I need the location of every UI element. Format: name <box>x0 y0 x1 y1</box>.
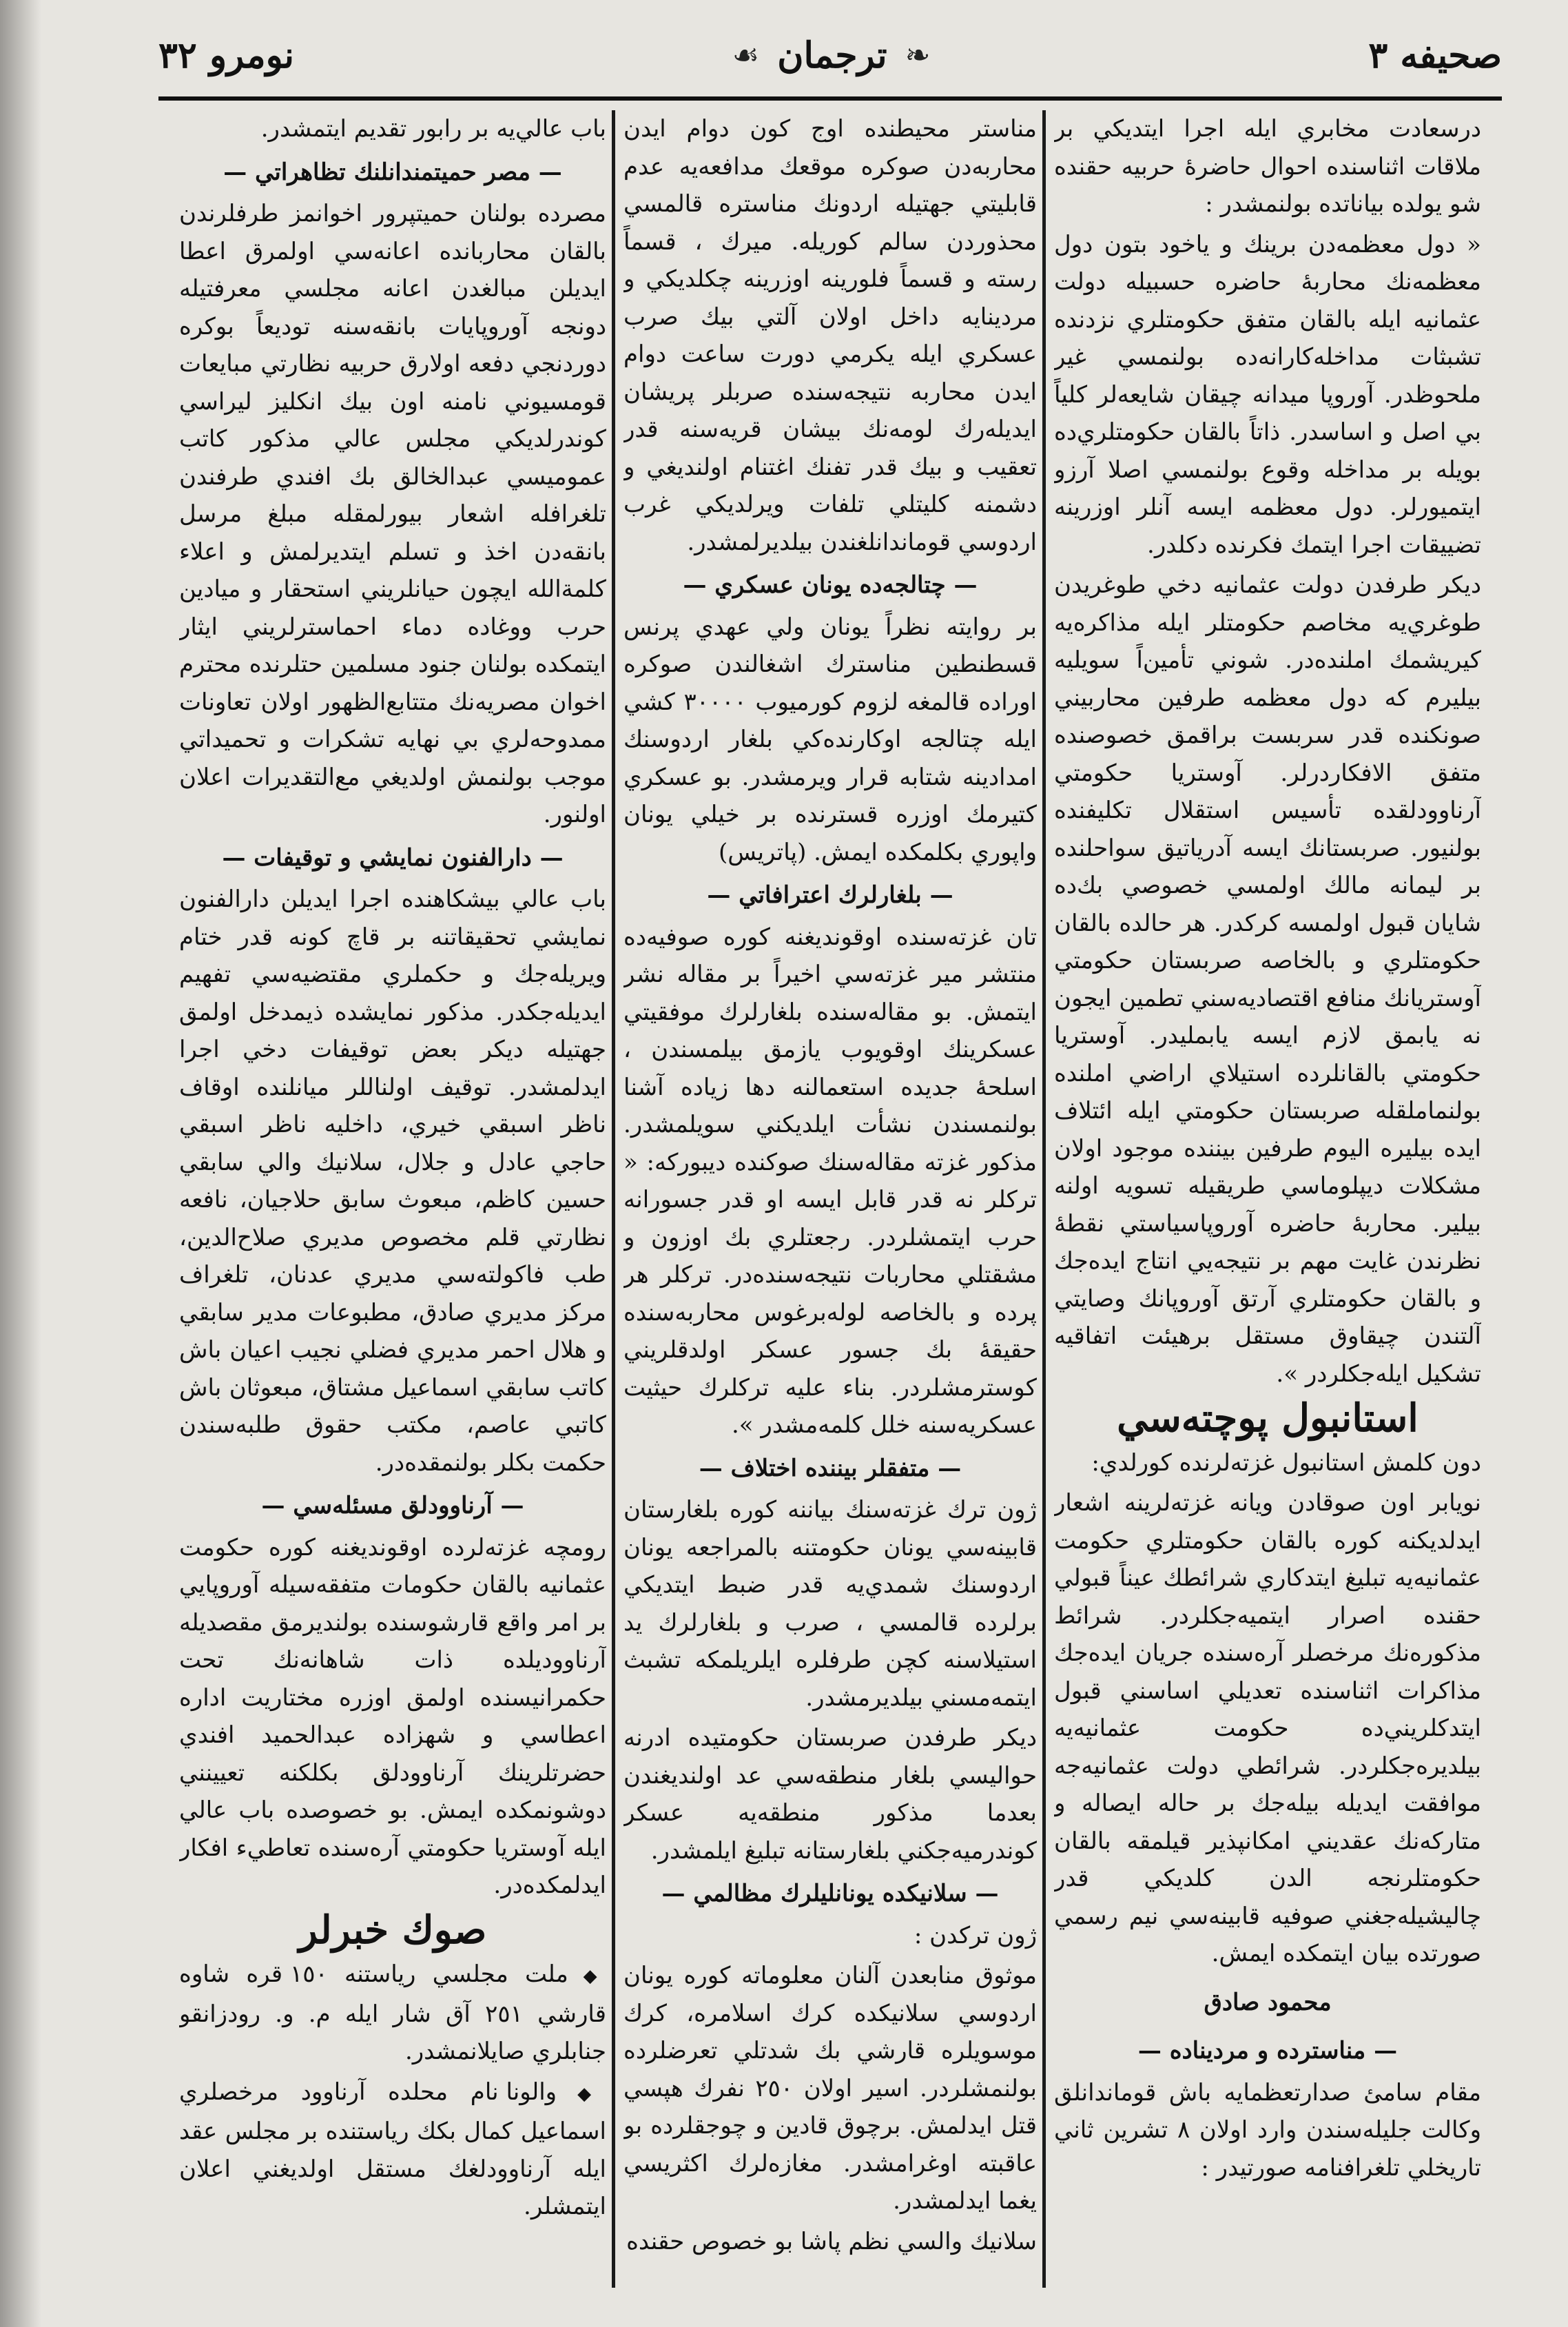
article-subheading: — مصر حميتمندانلنك تظاهراتي — <box>223 158 562 186</box>
article-paragraph: مقام سامئ صدارتعظمايه باش قوماندانلق وكالت جليله‌سندن وارد اولان ٨ تشرين ثاني تاريخلي تلغرافنامه صورتيدر : <box>1054 2078 1481 2182</box>
column-divider <box>1042 110 1046 2288</box>
article-paragraph: دون كلمش استانبول غزته‌لرنده كورلدي: <box>1091 1448 1481 1477</box>
issue-number: نومرو ٣٢ <box>158 34 294 76</box>
article-subheading: — چتالجه‌ده يونان عسكري — <box>683 571 978 599</box>
ornament-right-icon: ☙ <box>732 37 760 73</box>
article-paragraph: رومچه غزته‌لرده اوقونديغنه كوره حكومت عثمانيه بالقان حكومات متفقه‌سيله آوروپايي بر امر واقع قارشوسنده بولنديرمق مقصديله آرناووديلده ذات شاهانه‌نك تحت حكمرانيسنده اولمق اوزره مختاريت اداره اعطاسي و شهزاده عبدالحميد افندي حضرتلرينك آرناوودلق بكلكنه تعيينني دوشونمكده ايمش. بو خصوصده باب عالي ايله آوستريا حكومتي آره‌سنده تعاطيء افكار ايدلمكده‌در. <box>179 1533 606 1899</box>
article-paragraph: بر روايته نظراً يونان ولي عهدي پرنس قسطنطين مناسترك اشغالندن صوكره اوراده قالمغه لزوم كورميوب ٣٠٠٠٠ كشي ايله چتالجه اوكارنده‌كي بلغار اردوسنك امدادينه شتابه قرار ويرمشدر. بو عسكري كتيرمك اوزره قسترنده بر خيلي يونان واپوري بكلمكده ايمش. (پاتريس) <box>623 613 1037 866</box>
article-paragraph: باب عالي بيشكاهنده اجرا ايديلن دارالفنون نمايشي تحقيقاتنه بر قاچ كونه قدر ختام ويريله‌جك و حكملري مقتضيه‌سي تفهيم ايديله‌جكدر. مذكور نمايشده ذيمدخل اولمق جهتيله ديكر بعض توقيفات دخي اجرا ايدلمشدر. توقيف اولناللر ميانلنده اوقاف ناظر اسبقي خيري، داخليه ناظر اسبقي حاجي عادل و جلال، سلانيك والي سابقي حسين كاظم، مبعوث سابق حلاجيان، نافعه نظارتي قلم مخصوص مديري صلاح‌الدين، طب فاكولته‌سي مديري عدنان، تلغراف مركز مديري صادق، مطبوعات مدير سابقي و هلال احمر مديري فضلي نجيب اعيان باش كاتب سابقي اسماعيل مشتاق، مبعوثان باش كاتبي عاصم، مكتب حقوق طلبه‌سندن حكمت بكلر بولنمقده‌در. <box>179 885 606 1477</box>
right-column <box>1054 110 1481 2295</box>
article-subheading: — دارالفنون نمايشي و توقيفات — <box>222 843 564 872</box>
article-paragraph: نويابر اون صوقادن ويانه غزته‌لرينه اشعار ايدلديكنه كوره بالقان حكومتلري حكومت عثمانيه‌يه تبليغ ايتدكاري شرائطك عيناً قبولي حقنده اصرار ايتميه‌جكلردر. شرائط مذكوره‌نك مرخصلر آره‌سنده جريان ايده‌جك مذاكرات اثناسنده تعديلي اساسني قبول ايتدكلريني‌ده حكومت عثمانيه‌يه بيلديره‌جكلردر. شرائطي دولت عثمانيه‌جه موافقت ايديله بيله‌جك بر حاله ايصاله و متاركه‌نك عقديني امكانپذير قيلمقه بالقان حكومتلرنجه الدن كلديكي قدر چاليشيله‌جغني صوفيه قابينه‌سي نيم رسمي صورتده بيان ايتمكده ايمش. <box>1054 1489 1481 1967</box>
article-paragraph: مصرده بولنان حميتپرور اخوانمز طرفلرندن بالقان محاربانده اعانه‌سي اولمرق اعطا ايديلن مبالغدن اعانه مجلسي معرفتيله دونجه آوروپايات بانقه‌سنه توديعاً بوكره دوردنجي دفعه اولارق حربيه نظارتي مبايعات قومسيوني نامنه اون بيك انكليز ليراسي كوندرلديكي مجلس عالي مذكور كاتب عموميسي عبدالخالق بك افندي طرفندن تلغرافله اشعار بيورلمقله مبلغ مرسل بانقه‌دن اخذ و تسلم ايتديرلمش و اعلاء كلمة‌الله ايچون حيانلريني استحقار و ميادين حرب ووغاده دماء احماسترلريني ايثار ايتمكده بولنان جنود مسلمين حتلرنده محترم اخوان مصريه‌نك متتابع‌الظهور اولان تعاونات ممدوحه‌لري بي نهايه تشكرات و تحميداتي موجب بولنمش اولديغي مع‌التقديرات اعلان اولنور. <box>179 200 606 828</box>
article-subheading: — بلغارلرك اعترافاتي — <box>707 881 953 909</box>
article-paragraph: ديكر طرفدن صربستان حكومتيده ادرنه حواليسي بلغار منطقه‌سي عد اولنديغندن بعدما مذكور منطقه‌يه عسكر كوندرميه‌جكني بلغارستانه تبليغ ايلمشدر. <box>623 1724 1037 1865</box>
article-subheading: — سلانيكده يونانليلرك مظالمي — <box>661 1880 999 1907</box>
ornament-left-icon: ❧ <box>905 37 931 73</box>
section-heading: استانبول پوچته‌سي <box>1117 1395 1419 1441</box>
article-paragraph: ژون ترك غزته‌سنك بياننه كوره بلغارستان قابينه‌سي يونان حكومتنه بالمراجعه يونان اردوسنك شمدي‌يه قدر ضبط ايتديكي برلرده قالمسي ، صرب و بلغارلرك يد استيلاسنه كچن طرفلره ايلريلمكه تشبث ايتمه‌مسني بيلديرمشدر. <box>623 1496 1037 1712</box>
masthead-rule <box>158 96 1502 101</box>
masthead <box>158 14 1502 96</box>
article-paragraph: موثوق منابعدن آلنان معلوماته كوره يونان اردوسي سلانيكده كرك اسلامره، كرك موسويلره قارشي بك شدتلي تعرضلرده بولنمشلردر. اسير اولان ٢٥٠ نفرك هپسي قتل ايدلمش. برچوق قادين و چوجقلرده بو عاقبته اوغرامشدر. مغازه‌لرك اكثريسي يغما ايدلمشدر. <box>623 1962 1037 2215</box>
author-signature: محمود صادق <box>1204 1988 1332 2016</box>
article-subheading: — متفقلر بيننده اختلاف — <box>699 1454 962 1482</box>
article-subheading: — آرناوودلق مسئله‌سي — <box>261 1492 524 1519</box>
article-paragraph: درسعادت مخابري ايله اجرا ايتديكي بر ملاقات اثناسنده احوال حاضرهٔ حربيه حقنده شو يولده بياناتده بولنمشدر : <box>1054 115 1481 218</box>
newspaper-title: ترجمان <box>777 34 887 76</box>
news-bullet: ◆ ملت مجلسي رياستنه ١٥٠ قره شاوه قارشي ٢٥١ آق شار ايله م. و. رودزانقو جنابلري صايلانمشدر. <box>179 1956 606 2071</box>
article-paragraph: سلانيك والسي نظم پاشا بو خصوص حقنده <box>626 2227 1037 2255</box>
left-column <box>179 110 606 2295</box>
article-paragraph: باب عالي‌يه بر رابور تقديم ايتمشدر. <box>260 115 606 143</box>
masthead-title-group <box>732 34 931 76</box>
article-paragraph: تان غزته‌سنده اوقونديغنه كوره صوفيه‌ده منتشر مير غزته‌سي اخيراً بر مقاله نشر ايتمش. بو مقاله‌سنده بلغارلرك موفقيتي عسكرينك اوقويوب يازمق بيلمسندن ، اسلحهٔ جديده استعمالنه دها زياده آشنا بولنمسندن نشأت ايلديكني سويلمشدر. مذكور غزته مقاله‌سنك صوكنده ديبوركه: « تركلر نه قدر قابل ايسه او قدر جسورانه حرب ايتمشلردر. رجعتلري بك اوزون و مشقتلي محاربات نتيجه‌سنده‌در. تركلر هر پرده و بالخاصه لوله‌برغوس محاربه‌سنده حقيقهٔ بك جسور عسكر اولدقلريني كوسترمشلردر. بناء عليه تركلرك حيثيت عسكريه‌سنه خلل كلمه‌مشدر ». <box>623 923 1037 1439</box>
article-paragraph: مناستر محيطنده اوج كون دوام ايدن محاربه‌دن صوكره موقعك مدافعه‌يه عدم قابليتي جهتيله اردونك مناستره قالمسي محذوردن سالم كوريله. ميرك ، قسماً رسته و قسماً فلورينه اوزرينه چكلديكي و مردينا‌يه داخل اولان آلتي بيك صرب عسكري ايله يكرمي دورت ساعت دوام ايدن محاربه نتيجه‌سنده صربلر پريشان ايديله‌رك لومه‌نك بيشان قريه‌سنه قدر تعقيب و بيك قدر تفنك اغتنام اولنديغي و دشمنه كليتلي تلفات ويرلديكي غرب اردوسي قوماندانلغندن بيلديرلمشدر. <box>623 115 1037 556</box>
column-divider <box>612 110 615 2288</box>
article-paragraph: ژون تركدن : <box>914 1921 1037 1949</box>
section-heading: صوك خبرلر <box>298 1907 487 1953</box>
middle-column <box>623 110 1037 2295</box>
article-subheading: — مناستر‌ده و مردينا‌ده — <box>1137 2037 1398 2064</box>
article-paragraph: ديكر طرفدن دولت عثمانيه دخي طوغريدن طوغري‌يه مخاصم حكومتلر ايله مذاكره‌يه كيريشمك املنده‌در. شوني تأمين‌اً سويليه بيليرم كه دول معظمه طرفين محاربيني صونكنده قدر سربست براقمق خصوصنده متفق الافكاردرلر. آوستريا حكومتي آرناوودلقده تأسيس استقلال تكليفنده بولنيور. صربستانك ايسه آدرياتيق سواحلنده بر ليمانه مالك اولمسي خصوصي بك‌ده شايان قبول اولمسه كركدر. هر حالده بالقان حكومتلري و بالخاصه صربستان حكومتي آوستريانك منافع اقتصاديه‌سني تطمين ايجون نه يابمق لازم ايسه يابمليدر. آوستريا حكومتي بالقانلرده استيلاي اراضي املنده بولنماملقله صربستان حكومتي ايله ائتلاف ايده بيليره اليوم طرفين بيننده موجود اولان مشكلات ديپلوماسي طريقيله تسويه اولنه بيلير. محاربهٔ حاضره آوروپاسياستي نقطهٔ نظرندن غايت مهم بر نتيجه‌يي انتاج ايده‌جك و بالقان حكومتلري آرتق آوروپانك وصايتي آلتندن چيقاوق مستقل برهيئت اتفاقيه تشكيل ايله‌جكلردر ». <box>1054 571 1481 1388</box>
news-bullet: ◆ والونا نام محلده آرناوود مرخصلري اسماعيل كمال بكك رياستنده بر مجلس عقد ايله آرناوودلغك مستقل اولديغني اعلان ايتمشلر. <box>179 2073 606 2226</box>
page-label: صحيفه ٣ <box>1368 34 1502 76</box>
article-paragraph: « دول معظمه‌دن برينك و ياخود بتون دول معظمه‌نك محاربهٔ حاضره حسبيله دولت عثمانيه ايله بالقان متفق حكومتلري نزدنده تشبثات مداخله‌كارانه‌ده بولنمسي غير ملحوظدر. آوروپا ميدانه چيقان شايعه‌لر كلياً بي اصل و اساسدر. ذاتاً بالقان حكومتلري‌ده بويله بر مداخله وقوع بولنمسي اصلا آرزو ايتميورلر. دول معظمه ايسه آنلر اوزرينه تضييقات اجرا ايتمك فكرنده دكلدر. <box>1054 230 1481 559</box>
page-edge-shadow <box>0 0 41 2327</box>
